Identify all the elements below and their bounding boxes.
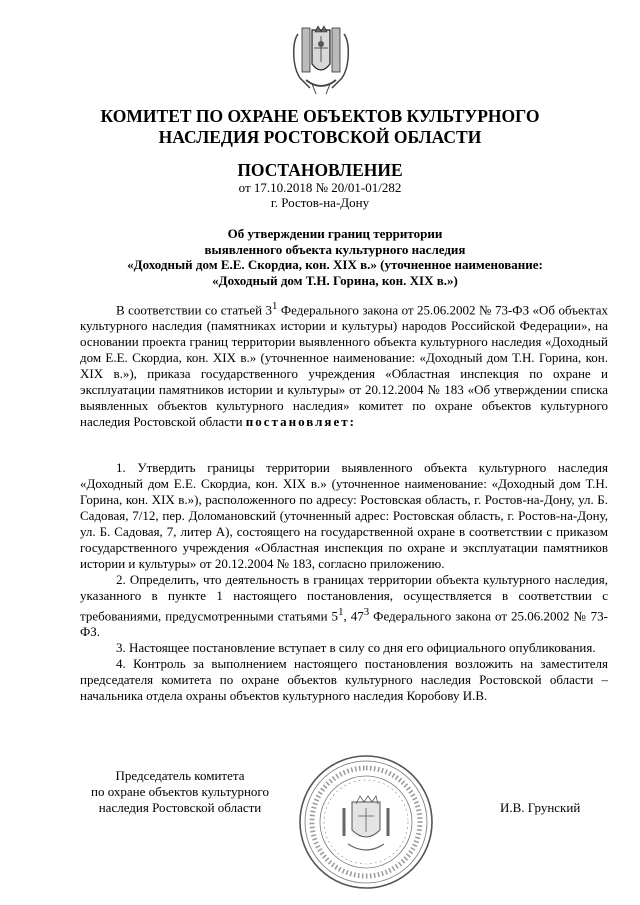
signatory-name: И.В. Грунский (500, 800, 581, 815)
organization-name (0, 106, 640, 148)
item-4: 4. Контроль за выполнением настоящего постановления возложить на заместителя председателя комитета по охране объектов культурного наследия Ростовской области – начальника отдела охраны объектов культурного наследия Коробову И.В. (80, 656, 608, 704)
subject-line3: «Доходный дом Е.Е. Скордиа, кон. XIX в.» (уточненное наименование: (127, 257, 543, 272)
item-2-text-part2: , 47 (343, 608, 364, 624)
official-seal-icon (296, 752, 436, 892)
document-type: ПОСТАНОВЛЕНИЕ (237, 160, 403, 180)
preamble-superscript: 1 (272, 300, 278, 312)
organization-name-line2: НАСЛЕДИЯ РОСТОВСКОЙ ОБЛАСТИ (158, 127, 482, 147)
subject-line2: выявленного объекта культурного наследия (204, 241, 466, 257)
item-2-sup2: 3 (363, 606, 370, 618)
organization-name-line1: КОМИТЕТ ПО ОХРАНЕ ОБЪЕКТОВ КУЛЬТУРНОГО (100, 106, 540, 126)
subject-line4: «Доходный дом Т.Н. Горина, кон. XIX в.») (212, 272, 458, 288)
subject-line1: Об утверждении границ территории (227, 226, 443, 241)
item-3: 3. Настоящее постановление вступает в силу со дня его официального опубликования. (116, 640, 596, 656)
document-date-number: от 17.10.2018 № 20/01-01/282 (238, 180, 402, 195)
signatory-position-line1: Председатель комитета (115, 768, 245, 783)
decree-word: постановляет: (245, 414, 356, 430)
document-meta (0, 180, 640, 210)
item-1: 1. Утвердить границы территории выявленного объекта культурного наследия «Доходный дом Е.Е. Скордиа, кон. XIX в.» (уточненное наименование: «Доходный дом Т.Н. Горина, кон. XIX в.»), расположенного по адресу: Ростовская область, г. Ростов-на-Дону, ул. Б. Садовая, 7/12, пер. Доломановский (уточненный адрес: Ростовская область, г. Ростов-на-Дону, ул. Б. Садовая, 7, литер А), состоящего на государственной охране в соответствии с приказом государственного учреждения «Областная инспекция по охране и эксплуатации памятников истории и культуры» от 20.12.2004 № 183, согласно приложению. (80, 460, 608, 571)
signatory-position-line3: наследия Ростовской области (98, 800, 262, 815)
signatory-position-line2: по охране объектов культурного (91, 784, 269, 799)
signatory-position (80, 768, 280, 816)
preamble-paragraph (80, 298, 608, 430)
document-subject (0, 226, 640, 288)
decree-items (80, 460, 608, 704)
item-2-text-part3: Федерального закона от 25.06.2002 № 73-ФЗ. (80, 608, 609, 640)
item-2 (80, 572, 608, 640)
item-2-sup1: 1 (338, 606, 344, 618)
coat-of-arms-icon (290, 22, 352, 96)
preamble-text-part1: В соответствии со статьей 3 (116, 302, 273, 318)
document-city: г. Ростов-на-Дону (270, 195, 370, 210)
item-2-text-part1: 2. Определить, что деятельность в границах территории объекта культурного наследия, указанного в пункте 1 настоящего постановления, осуществляется в соответствии с требованиями, предусмотренными статьями 5 (80, 572, 608, 624)
preamble-text-part2: Федерального закона от 25.06.2002 № 73-ФЗ «Об объектах культурного наследия (памятниках истории и культуры) народов Российской Федерации», на основании проекта границ территории выявленного объекта культурного наследия «Доходный дом Е.Е. Скордиа, кон. XIX в.» (уточненное наименование: «Доходный дом Т.Н. Горина, кон. XIX в.»), приказа государственного учреждения «Областная инспекция по охране и эксплуатации памятников истории и культуры» от 20.12.2004 № 183 «Об утверждении списка выявленных объектов культурного наследия» комитет по охране объектов культурного наследия Ростовской области (80, 302, 609, 430)
